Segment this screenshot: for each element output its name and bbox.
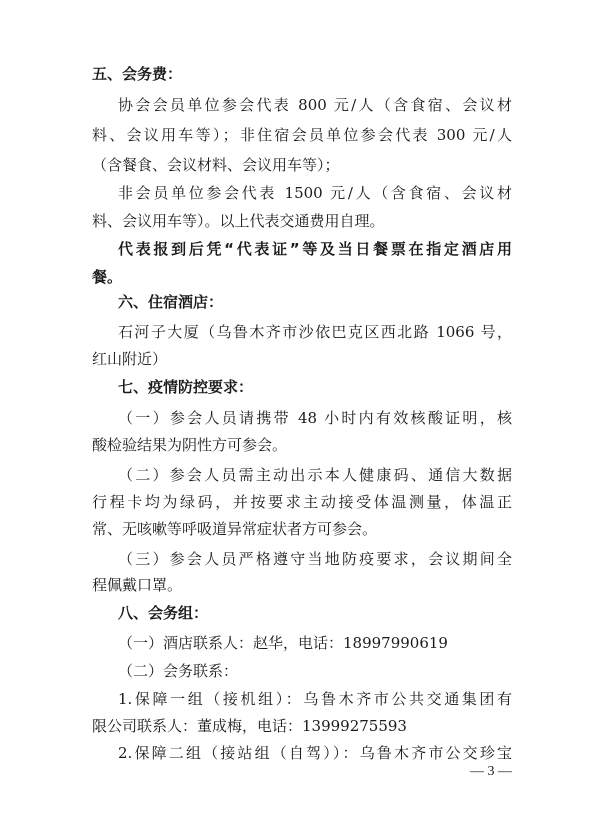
section-5-note-line-1: 代表报到后凭“代表证”等及当日餐票在指定酒店用 [118,240,512,258]
section-7-item-3-line-2: 程佩戴口罩。 [92,576,183,594]
section-7-item-3-line-1: （三）参会人员严格遵守当地防疫要求，会议期间全 [118,550,512,568]
section-7-item-2-line-2: 行程卡均为绿码，并按要求主动接受体温测量，体温正 [92,493,512,511]
section-8-group-2-line-1: 2.保障二组（接站组（自驾））：乌鲁木齐市公交珍宝 [118,744,512,762]
section-8-heading: 八、会务组： [118,604,209,622]
section-8-group-1-line-2: 限公司联系人：董成梅，电话：13999275593 [92,717,407,735]
section-6-address-line-2: 红山附近） [92,350,168,368]
section-5-paragraph-1-line-1: 协会会员单位参会代表 800 元/人（含食宿、会议材 [118,96,512,114]
section-6-address-line-1: 石河子大厦（乌鲁木齐市沙依巴克区西北路 1066 号， [118,323,512,341]
section-5-heading: 五、会务费： [92,65,183,83]
section-5-paragraph-2-line-1: 非会员单位参会代表 1500 元/人（含食宿、会议材 [118,184,512,202]
page-number: — 3 — [470,764,512,779]
section-7-item-1-line-1: （一）参会人员请携带 48 小时内有效核酸证明，核 [118,409,512,427]
section-5-note-line-2: 餐。 [92,268,123,286]
section-8-hotel-contact: （一）酒店联系人：赵华，电话：18997990619 [118,634,448,652]
section-8-conference-contact: （二）会务联系： [118,662,239,680]
section-5-paragraph-1-line-3: （含餐食、会议材料、会议用车等）； [92,156,340,174]
section-7-heading: 七、疫情防控要求： [118,378,254,396]
section-7-item-2-line-1: （二）参会人员需主动出示本人健康码、通信大数据 [118,466,512,484]
section-5-paragraph-2-line-2: 料、会议用车等）。以上代表交通费用自理。 [92,212,385,230]
section-7-item-2-line-3: 常、无咳嗽等呼吸道异常症状者方可参会。 [92,520,378,538]
section-7-item-1-line-2: 酸检验结果为阴性方可参会。 [92,436,288,454]
section-6-heading: 六、住宿酒店： [118,293,224,311]
section-8-group-1-line-1: 1.保障一组（接机组）：乌鲁木齐市公共交通集团有 [118,690,512,708]
section-5-paragraph-1-line-2: 料、会议用车等）；非住宿会员单位参会代表 300 元/人 [92,126,512,144]
